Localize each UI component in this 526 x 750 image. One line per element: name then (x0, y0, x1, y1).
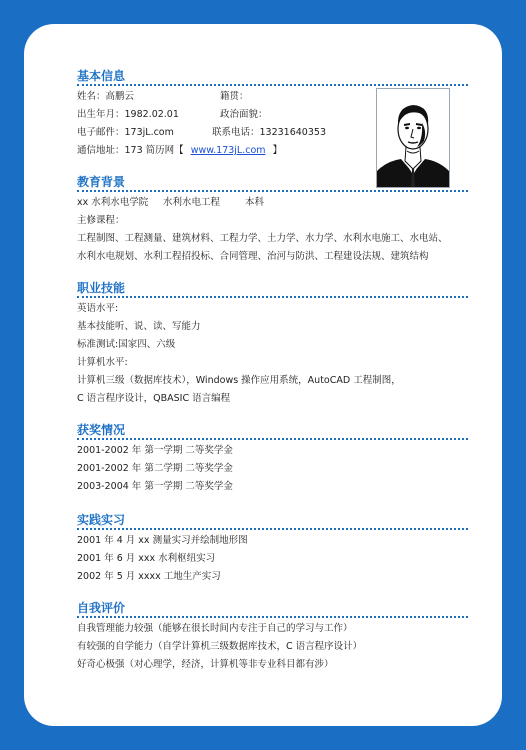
practice-item: 2001 年 6 月 xxx 水利枢纽实习 (77, 553, 216, 564)
skill-line: 英语水平: (77, 303, 119, 314)
website-link[interactable]: www.173jL.com (190, 145, 266, 156)
courses-label: 主修课程： (77, 215, 125, 226)
practice-title: 实践实习 (77, 512, 468, 530)
practice-section (77, 512, 468, 586)
skills-title: 职业技能 (77, 280, 468, 298)
practice-item: 2002 年 5 月 xxxx 工地生产实习 (77, 571, 221, 582)
award-item: 2003-2004 年 第一学期 二等奖学金 (77, 481, 233, 492)
courses-line: 水利水电规划、水利工程招投标、合同管理、治河与防洪、工程建设法规、建筑结构 (77, 251, 429, 262)
skill-line: 计算机三级（数据库技术），Windows 操作应用系统，AutoCAD 工程制图， (77, 375, 401, 386)
self-evaluation-title: 自我评价 (77, 600, 468, 618)
self-eval-item: 好奇心极强（对心理学，经济，计算机等非专业科目都有涉） (77, 659, 334, 670)
major-name: 水利水电工程 (163, 197, 221, 208)
address-suffix: 】 (272, 145, 283, 156)
degree-name: 本科 (245, 197, 265, 208)
skill-line: 基本技能听、说、读、写能力 (77, 321, 201, 332)
native-place-field: 籍贯： (220, 91, 249, 102)
skill-line: C 语言程序设计，QBASIC 语言编程 (77, 393, 231, 404)
resume-page (24, 24, 502, 726)
address-prefix: 通信地址：173 简历网【 (77, 145, 184, 156)
education-section (77, 174, 468, 266)
award-item: 2001-2002 年 第一学期 二等奖学金 (77, 445, 233, 456)
awards-section (77, 422, 468, 496)
basic-info-title: 基本信息 (77, 68, 468, 86)
self-eval-item: 自我管理能力较强（能够在很长时间内专注于自己的学习与工作） (77, 623, 353, 634)
email-field: 电子邮件：173jL.com (77, 127, 174, 138)
skills-section (77, 280, 468, 408)
phone-field: 联系电话：13231640353 (212, 127, 326, 138)
awards-title: 获奖情况 (77, 422, 468, 440)
self-evaluation-section (77, 600, 468, 674)
profile-photo (376, 88, 450, 188)
school-name: xx 水利水电学院 (77, 197, 149, 208)
political-status-field: 政治面貌： (220, 109, 268, 120)
self-eval-item: 有较强的自学能力（自学计算机三级数据库技术，C 语言程序设计） (77, 641, 363, 652)
education-title: 教育背景 (77, 174, 468, 192)
name-field: 姓名：高鹏云 (77, 91, 135, 102)
award-item: 2001-2002 年 第二学期 二等奖学金 (77, 463, 233, 474)
birth-date-field: 出生年月：1982.02.01 (77, 109, 179, 120)
skill-line: 计算机水平: (77, 357, 128, 368)
courses-line: 工程制图、工程测量、建筑材料、工程力学、土力学、水力学、水利水电施工、水电站、 (77, 233, 448, 244)
practice-item: 2001 年 4 月 xx 测量实习并绘制地形图 (77, 535, 248, 546)
skill-line: 标准测试:国家四、六级 (77, 339, 176, 350)
